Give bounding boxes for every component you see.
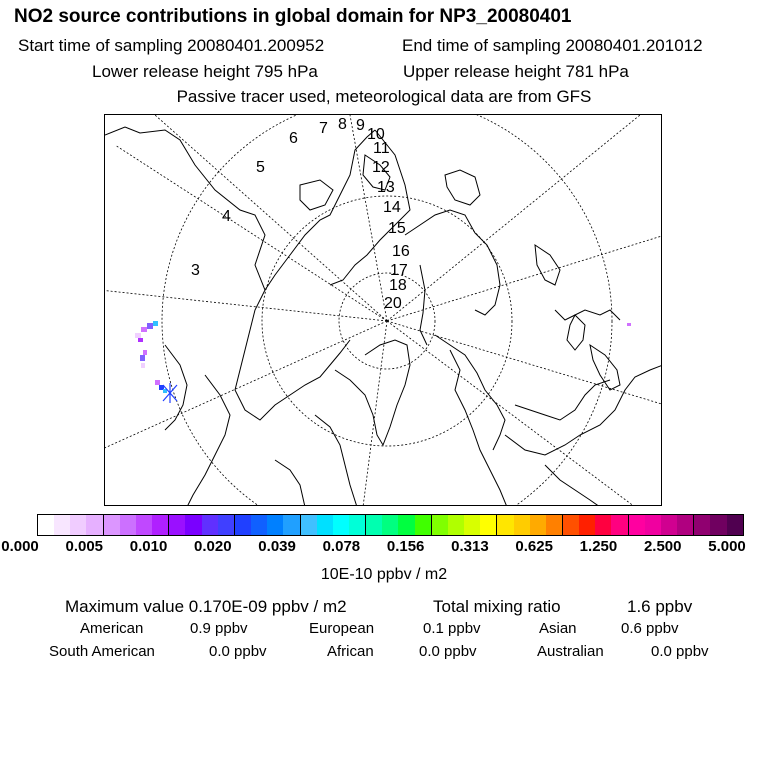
color-scale-segment [104,515,120,535]
color-scale-segment [120,515,136,535]
end-time: End time of sampling 20080401.201012 [402,36,703,55]
color-scale-segment [480,515,497,535]
color-scale-tick-label: 0.005 [65,538,104,555]
hour-label: 13 [377,179,395,196]
region-value-south-american: 0.0 ppbv [209,643,267,660]
hour-label: 17 [390,262,408,279]
hour-label: 9 [356,117,365,134]
total-mixing-ratio-value: 1.6 ppbv [627,597,693,616]
hour-label: 20 [384,295,402,312]
region-name-american: American [80,620,144,637]
color-scale-segment [152,515,169,535]
color-scale-tick-label: 0.039 [258,538,296,555]
color-scale-unit: 10E-10 ppbv / m2 [320,566,448,583]
page-title: NO2 source contributions in global domain for NP3_20080401 [14,6,572,27]
lower-release-height: Lower release height 795 hPa [92,62,318,81]
color-scale-segment [301,515,317,535]
color-scale-ticks [0,538,768,558]
color-scale-segment [661,515,677,535]
color-scale-segment [169,515,185,535]
color-scale-tick-label: 0.313 [451,538,489,555]
color-scale-segment [563,515,579,535]
color-scale-segment [54,515,70,535]
color-scale-segment [38,515,54,535]
color-scale-segment [645,515,661,535]
hour-label: 12 [372,159,390,176]
hour-label: 8 [338,116,347,133]
hour-label: 10 [367,126,385,143]
color-scale-segment [235,515,251,535]
map-canvas [105,115,662,506]
region-value-australian: 0.0 ppbv [651,643,709,660]
hour-label: 3 [191,262,200,279]
color-scale-tick-label: 1.250 [579,538,618,555]
color-scale-tick-label: 0.078 [322,538,361,555]
color-scale-segment [432,515,448,535]
region-name-australian: Australian [537,643,604,660]
color-scale-segment [415,515,432,535]
maximum-value: Maximum value 0.170E-09 ppbv / m2 [65,597,347,616]
color-scale-segment [333,515,349,535]
tracer-note: Passive tracer used, meteorological data are from GFS [176,87,592,106]
color-scale-segment [710,515,726,535]
color-scale-segment [611,515,628,535]
color-scale-segment [727,515,743,535]
color-scale-segment [595,515,611,535]
color-scale-segment [202,515,218,535]
color-scale-segment [677,515,694,535]
region-value-african: 0.0 ppbv [419,643,477,660]
region-name-asian: Asian [539,620,577,637]
color-scale-tick-label: 0.625 [515,538,553,555]
color-scale-segment [530,515,546,535]
color-scale-segment [70,515,86,535]
color-scale-segment [546,515,563,535]
color-scale-tick-label: 2.500 [643,538,682,555]
color-scale-segment [136,515,152,535]
polar-map [104,114,662,506]
color-scale-segment [267,515,283,535]
color-scale-segment [694,515,710,535]
region-name-south-american: South American [49,643,155,660]
color-scale-segment [283,515,300,535]
hour-label: 6 [289,130,298,147]
color-scale-segment [448,515,464,535]
color-scale-tick-label: 0.156 [386,538,425,555]
hour-label: 11 [373,140,390,157]
hour-label: 14 [383,199,401,216]
color-scale-segment [185,515,201,535]
upper-release-height: Upper release height 781 hPa [403,62,629,81]
color-scale-segment [579,515,595,535]
total-mixing-ratio-label: Total mixing ratio [433,597,561,616]
hour-label: 15 [388,220,406,237]
hour-label: 4 [222,208,231,225]
region-name-african: African [327,643,374,660]
start-time: Start time of sampling 20080401.200952 [18,36,325,55]
color-scale-segment [398,515,414,535]
color-scale-tick-label: 0.020 [194,538,232,555]
color-scale-segment [317,515,333,535]
hour-label: 18 [389,277,407,294]
hour-labels [191,116,410,312]
color-scale-segment [514,515,530,535]
plume [135,321,631,393]
color-scale-segment [464,515,480,535]
region-name-european: European [309,620,375,637]
color-scale-segment [349,515,366,535]
color-scale-segment [497,515,513,535]
hour-label: 7 [319,120,328,137]
color-scale-segment [86,515,103,535]
color-scale-segment [382,515,398,535]
color-scale-segment [366,515,382,535]
hour-label: 5 [256,159,265,176]
color-scale-segment [629,515,645,535]
color-scale-segment [251,515,267,535]
color-scale-tick-label: 0.010 [129,538,168,555]
hour-label: 16 [392,243,410,260]
color-scale-bar [37,514,744,536]
region-value-european: 0.1 ppbv [423,620,481,637]
region-value-american: 0.9 ppbv [190,620,248,637]
color-scale-tick-label: 5.000 [708,538,746,555]
color-scale-segment [218,515,235,535]
color-scale-tick-label: 0.000 [1,538,39,555]
region-value-asian: 0.6 ppbv [621,620,679,637]
